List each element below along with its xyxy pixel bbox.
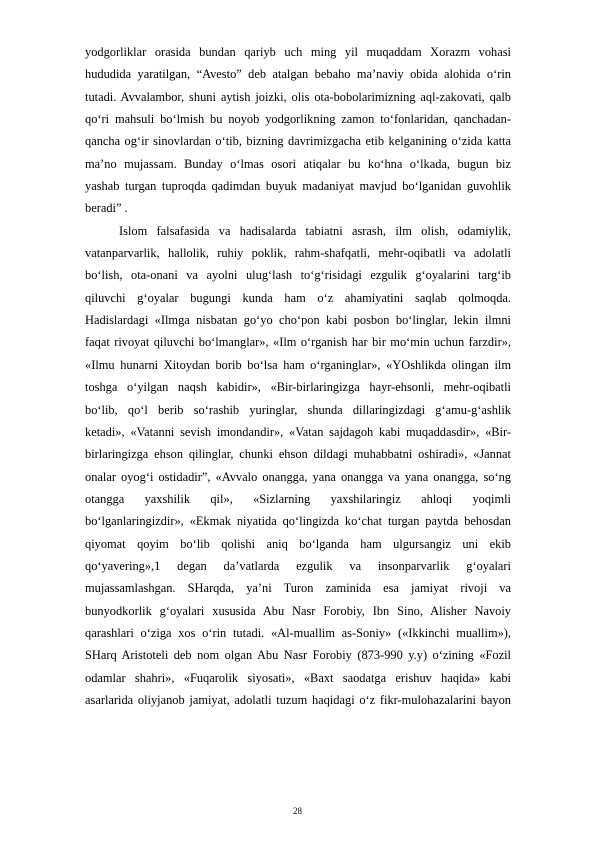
body-text — [85, 41, 511, 711]
text-line: yashab turgan tuproqda qadimdan buyuk madaniyat mavjud bo‘lganidan guvohlik — [85, 179, 511, 194]
text-line: «Ilmu hunarni Xitoydan borib bo‘lsa ham o‘rganinglar», «YOshlikda olingan ilm — [85, 357, 511, 372]
text-line: tutadi. Avvalambor, shuni aytish joizki, olis ota-bobolarimizning aql-zakovati, qalb — [85, 89, 511, 104]
text-line: bo‘lib, qo‘l berib so‘rashib yuringlar, shunda dillaringizdagi g‘amu-g‘ashlik — [85, 402, 511, 417]
text-line: yodgorliklar orasida bundan qariyb uch ming yil muqaddam Xorazm vohasi — [85, 45, 511, 59]
text-line: faqat rivoyat qiluvchi bo‘lmanglar», «Ilm o‘rganish har bir mo‘min uchun farzdir», — [85, 335, 511, 350]
text-line: birlaringizga ehson qilinglar, chunki ehson dildagi muhabbatni oshiradi», «Jannat — [85, 447, 511, 462]
text-line: otangga yaxshilik qil», «Sizlarning yaxshilaringiz ahloqi yoqimli — [85, 491, 511, 506]
text-line: onalar oyog‘i ostidadir”, «Avvalo onangga, yana onangga va yana onangga, so‘ng — [85, 469, 511, 484]
text-line: qo‘yavering»,1 degan da’vatlarda ezgulik va insonparvarlik g‘oyalari — [85, 558, 511, 573]
text-line: asarlarida oliyjanob jamiyat, adolatli tuzum haqidagi o‘z fikr-mulohazalarini bayon — [85, 692, 511, 707]
text-line: bo‘lganlaringizdir», «Ekmak niyatida qo‘lingizda ko‘chat turgan paytda behosdan — [85, 514, 511, 529]
text-line: Hadislardagi «Ilmga nisbatan go‘yo cho‘pon kabi posbon bo‘linglar, lekin ilmni — [85, 313, 511, 328]
text-line: bunyodkorlik g‘oyalari xususida Abu Nasr Forobiy, Ibn Sino, Alisher Navoiy — [85, 603, 511, 618]
text-line: Islom falsafasida va hadisalarda tabiatni asrash, ilm olish, odamiylik, — [119, 223, 511, 238]
text-line: qiyomat qoyim bo‘lib qolishi aniq bo‘lganda ham ulgursangiz uni ekib — [85, 536, 511, 551]
text-line: mujassamlashgan. SHarqda, ya’ni Turon zaminida esa jamiyat rivoji va — [85, 581, 511, 596]
paragraph-islom-falsafasi — [85, 220, 511, 712]
text-line: SHarq Aristoteli deb nom olgan Abu Nasr Forobiy (873-990 y.y) o‘zining «Fozil — [85, 648, 511, 663]
text-line: ketadi», «Vatanni sevish imondandir», «Vatan sajdagoh kabi muqaddasdir», «Bir- — [85, 424, 511, 439]
text-line: bo‘lish, ota-onani va ayolni ulug‘lash to‘g‘risidagi ezgulik g‘oyalarini targ‘ib — [85, 268, 511, 283]
text-line: qancha og‘ir sinovlardan o‘tib, bizning davrimizgacha etib kelganining o‘zida katta — [85, 134, 511, 149]
paragraph-avesto — [85, 41, 511, 220]
text-line: odamlar shahri», «Fuqarolik siyosati», «Baxt saodatga erishuv haqida» kabi — [85, 670, 511, 685]
text-line: vatanparvarlik, hallolik, ruhiy poklik, rahm-shafqatli, mehr-oqibatli va adolatli — [85, 246, 511, 261]
text-line: qarashlari o‘ziga xos o‘rin tutadi. «Al-muallim as-Soniy» («Ikkinchi muallim»), — [85, 625, 511, 640]
text-line: ma’no mujassam. Bunday o‘lmas osori atiqalar bu ko‘hna o‘lkada, bugun biz — [85, 156, 511, 171]
text-line: qiluvchi g‘oyalar bugungi kunda ham o‘z ahamiyatini saqlab qolmoqda. — [85, 290, 511, 305]
page-number: 28 — [293, 806, 302, 816]
text-line: qo‘ri mahsuli bo‘lmish bu noyob yodgorlikning zamon to‘fonlaridan, qanchadan- — [85, 112, 511, 127]
text-line: toshga o‘yilgan naqsh kabidir», «Bir-birlaringizga hayr-ehsonli, mehr-oqibatli — [85, 380, 511, 395]
text-line: beradi” . — [85, 201, 128, 216]
text-line: hududida yaratilgan, “Avesto” deb atalgan bebaho ma’naviy obida alohida o‘rin — [85, 67, 511, 82]
